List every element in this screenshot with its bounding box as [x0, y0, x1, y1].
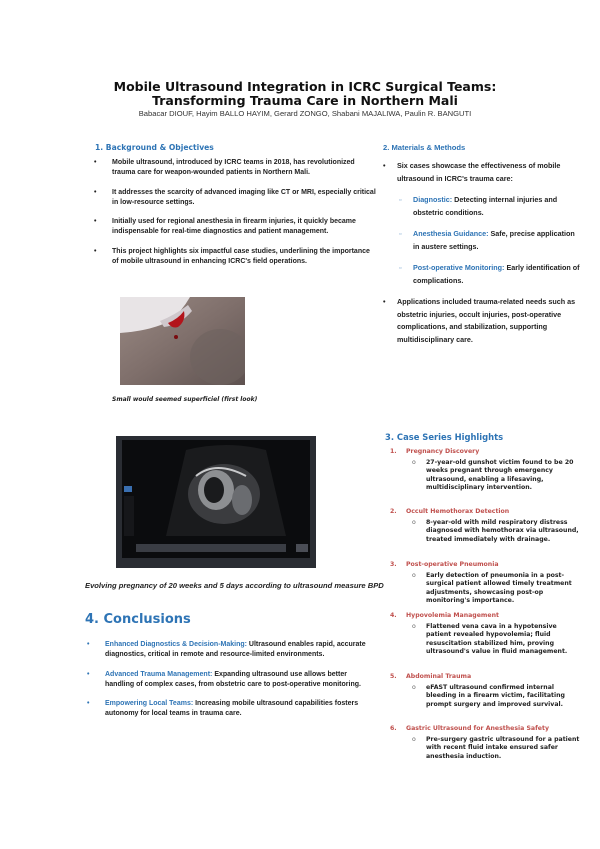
- figure2-caption: Evolving pregnancy of 20 weeks and 5 days according to ultrasound measure BPD: [85, 581, 384, 590]
- case-item: [390, 725, 580, 761]
- list-item: • It addresses the scarcity of advanced imaging like CT or MRI, especially critical in low-resource settings.: [94, 188, 376, 206]
- case-item: [390, 673, 580, 709]
- case-text: o Early detection of pneumonia in a post-surgical patient allowed timely treatment adjustments, showcasing post-op monitoring's importance.: [412, 572, 572, 605]
- methods-sub-postop: ▫ Post-operative Monitoring: Early identification of complications.: [399, 263, 580, 285]
- methods-heading: 2. Materials & Methods: [383, 143, 466, 152]
- case-title: 5. Abdominal Trauma: [390, 673, 472, 680]
- poster-title: Mobile Ultrasound Integration in ICRC Surgical Teams: Transforming Trauma Care in Northern Mali: [113, 79, 497, 108]
- case-series-heading: 3. Case Series Highlights: [385, 432, 504, 442]
- list-item: • Advanced Trauma Management: Expanding ultrasound use allows better handling of complex cases, from obstetric care to post-operative monitoring.: [87, 670, 361, 688]
- background-list: [92, 158, 377, 276]
- case-item: [390, 448, 580, 493]
- methods-sub-diagnostic: ▫ Diagnostic: Detecting internal injuries and obstetric conditions.: [399, 195, 558, 217]
- conclusions-list: [85, 640, 375, 729]
- list-item: • Mobile ultrasound, introduced by ICRC teams in 2018, has revolutionized trauma care for weapon-wounded patients in Northern Mali.: [94, 159, 355, 177]
- methods-sub-anesthesia: ▫ Anesthesia Guidance: Safe, precise application in austere settings.: [399, 229, 575, 251]
- case-item: [390, 508, 580, 544]
- authors-line: Babacar DIOUF, Hayim BALLO HAYIM, Gerard ZONGO, Shabani MAJALIWA, Paulin R. BANGUTI: [138, 109, 472, 118]
- conclusions-heading: 4. Conclusions: [85, 612, 191, 627]
- case-text: o 27-year-old gunshot victim found to be 20 weeks pregnant through emergency ultrasound, enabling a lifesaving, multidisciplinary intervention.: [412, 459, 574, 492]
- case-text: o eFAST ultrasound confirmed internal bleeding in a firearm victim, facilitating prompt surgery and improved survival.: [412, 684, 565, 708]
- case-text: o Flattened vena cava in a hypotensive patient revealed hypovolemia; fluid resuscitation stabilized him, proving ultrasound's value in fluid management.: [412, 623, 568, 656]
- methods-intro: • Six cases showcase the effectiveness of mobile ultrasound in ICRC's trauma care:: [383, 161, 561, 183]
- case-title: 3. Post-operative Pneumonia: [390, 561, 499, 568]
- list-item: • Empowering Local Teams: Increasing mobile ultrasound capabilities fosters autonomy for local teams in trauma care.: [87, 700, 359, 718]
- figure1-caption: Small would seemed superficiel (first look): [112, 396, 258, 403]
- case-text: o 8-year-old with mild respiratory distress diagnosed with hemothorax via ultrasound, treated immediately with drainage.: [412, 519, 579, 543]
- case-item: [390, 561, 580, 606]
- wound-photo: [120, 297, 245, 385]
- background-heading: 1. Background & Objectives: [95, 143, 214, 152]
- case-text: o Pre-surgery gastric ultrasound for a patient with recent fluid intake ensured safer anesthesia induction.: [412, 736, 580, 760]
- methods-outro: • Applications included trauma-related needs such as obstetric injuries, occult injuries, post-operative complications, and stabilization, supporting multidisciplinary care.: [383, 297, 576, 344]
- case-title: 2. Occult Hemothorax Detection: [390, 508, 510, 515]
- list-item: • Enhanced Diagnostics & Decision-Making: Ultrasound enables rapid, accurate diagnostics, critical in remote and resource-limited environments.: [87, 641, 366, 659]
- list-item: • Initially used for regional anesthesia in firearm injuries, it quickly became indispensable for real-time diagnostics and patient management.: [94, 218, 356, 236]
- case-title: 4. Hypovolemia Management: [390, 612, 499, 619]
- case-title: 6. Gastric Ultrasound for Anesthesia Safety: [390, 725, 549, 732]
- case-item: [390, 612, 580, 657]
- methods-block: [383, 160, 583, 346]
- list-item: • This project highlights six impactful case studies, underlining the importance of mobile ultrasound in enhancing ICRC's field operations.: [94, 247, 370, 266]
- case-title: 1. Pregnancy Discovery: [390, 448, 480, 455]
- ultrasound-image: [116, 436, 316, 568]
